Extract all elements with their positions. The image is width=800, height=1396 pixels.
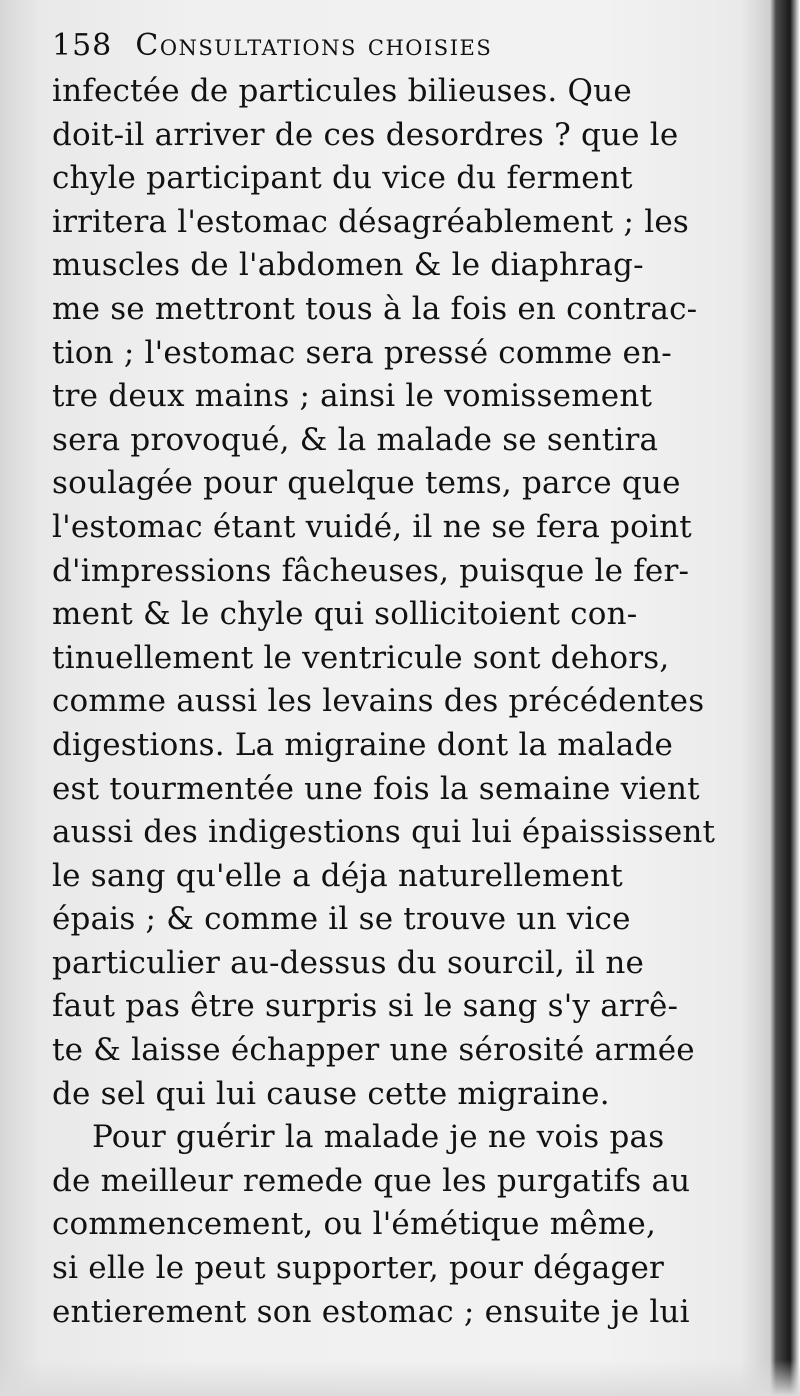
text-line: sera provoqué, & la malade se sentira [52, 421, 659, 458]
text-line: chyle participant du vice du ferment [52, 160, 633, 197]
text-line: irritera l'estomac désagréablement ; les [52, 203, 689, 240]
text-line: aussi des indigestions qui lui épaississent [52, 814, 716, 851]
text-line: de meilleur remede que les purgatifs au [52, 1162, 691, 1199]
text-line: digestions. La migraine dont la malade [52, 726, 674, 763]
paragraph-start-line: Pour guérir la malade je ne vois pas [92, 1119, 665, 1156]
text-line: infectée de particules bilieuses. Que [52, 73, 632, 109]
text-line: d'impressions fâcheuses, puisque le fer- [52, 552, 690, 589]
text-line: entierement son estomac ; ensuite je lui [52, 1293, 690, 1330]
text-line: épais ; & comme il se trouve un vice [52, 901, 631, 938]
text-line: l'estomac étant vuidé, il ne se fera point [52, 508, 692, 545]
text-line: tinuellement le ventricule sont dehors, [52, 639, 670, 676]
text-line: de sel qui lui cause cette migraine. [52, 1075, 610, 1112]
text-line: faut pas être surpris si le sang s'y arrê- [52, 988, 679, 1025]
body-text [52, 70, 752, 1334]
text-line: te & laisse échapper une sérosité armée [52, 1032, 695, 1069]
running-head: Consultations choisies [135, 28, 493, 63]
text-line: commencement, ou l'émétique même, [52, 1206, 657, 1243]
page-number: 158 [52, 28, 113, 63]
text-line: doit-il arriver de ces desordres ? que le [52, 116, 679, 153]
text-line: comme aussi les levains des précédentes [52, 683, 705, 720]
text-line: tion ; l'estomac sera pressé comme en- [52, 334, 672, 371]
text-line: tre deux mains ; ainsi le vomissement [52, 378, 653, 415]
text-line: muscles de l'abdomen & le diaphrag- [52, 247, 644, 284]
text-line: soulagée pour quelque tems, parce que [52, 465, 681, 502]
text-line: le sang qu'elle a déja naturellement [52, 857, 623, 894]
page-header [52, 28, 752, 68]
text-line: me se mettront tous à la fois en contrac- [52, 290, 698, 327]
text-line: ment & le chyle qui sollicitoient con- [52, 596, 638, 633]
text-line: est tourmentée une fois la semaine vient [52, 770, 700, 807]
text-line: particulier au-dessus du sourcil, il ne [52, 944, 645, 981]
text-line: si elle le peut supporter, pour dégager [52, 1250, 665, 1287]
